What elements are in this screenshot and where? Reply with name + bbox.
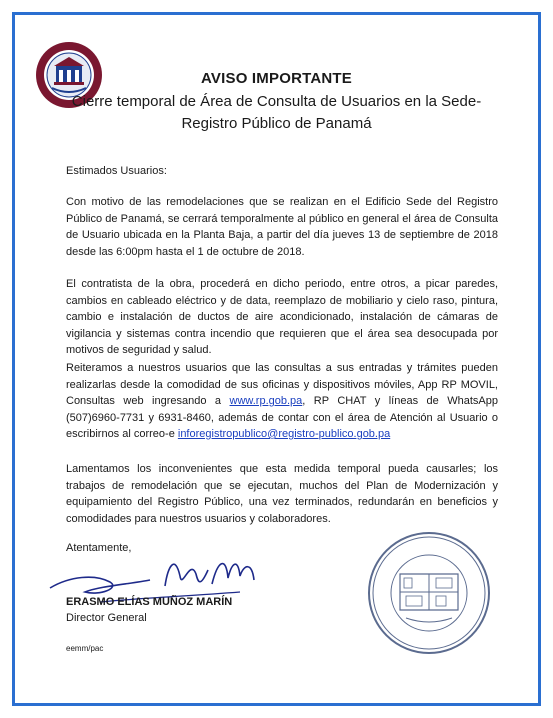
paragraph-closure-dates: Con motivo de las remodelaciones que se realizan en el Edificio Sede del Registro Público de Panamá, se cerrará temporalmente al público en general el área de Consulta de Usuario ubicada en la Planta Baja, a partir del día jueves 13 de septiembre de 2018 desde las 6:00pm hasta el 1 de octubre de 2018. [66,196,498,258]
reference-initials: eemm/pac [66,644,104,653]
paragraph-apology: Lamentamos los inconvenientes que esta medida temporal pueda causarles; los trabajos de remodelación que se ejecutan, muchos del Plan de Modernización y equipamiento del Registro Público, una vez terminados, redundarán en beneficios y comodidades para nuestros usuarios y colaboradores. [66,463,498,525]
closing-salutation: Atentamente, [66,542,132,554]
official-seal [366,530,492,656]
notice-subtitle-line-2: Registro Público de Panamá [181,115,372,132]
signer-title: Director General [66,612,147,624]
signer-name: ERASMO ELÍAS MUÑOZ MARÍN [66,596,233,608]
notice-subtitle-line-1: Cierre temporal de Área de Consulta de Usuarios en la Sede- [71,93,482,110]
paragraph-works-description: El contratista de la obra, procederá en dicho periodo, entre otros, a picar paredes, cambios en cableado eléctrico y de data, reemplazo de mobiliario y cielo raso, pintura, cambio e instalación de ductos de aire acondicionado, instalación de cámaras de vigilancia y sistemas contra incendio que requieren que el área sea desocupada por motivos de seguridad y salud. [66,278,498,356]
notice-title: AVISO IMPORTANTE [201,70,352,87]
greeting: Estimados Usuarios: [66,165,167,177]
paragraph-text: , RP CHAT y líneas de WhatsApp (507)6960-7731 y 6931-8460, además de contar con el área de Atención al Usuario o escribirnos al correo-e [66,395,498,440]
website-link[interactable]: www.rp.gob.pa [229,395,303,407]
paragraph-text: Reiteramos a nuestros usuarios que las consultas a sus entradas y trámites pueden realizarlas desde la comodidad de sus oficinas y dispositivos móviles, App RP MOVIL, Consultas web ingresando a [66,362,498,407]
paragraph-alternative-channels [66,360,498,443]
email-link[interactable]: inforegistropublico@registro-publico.gob.pa [177,428,391,440]
